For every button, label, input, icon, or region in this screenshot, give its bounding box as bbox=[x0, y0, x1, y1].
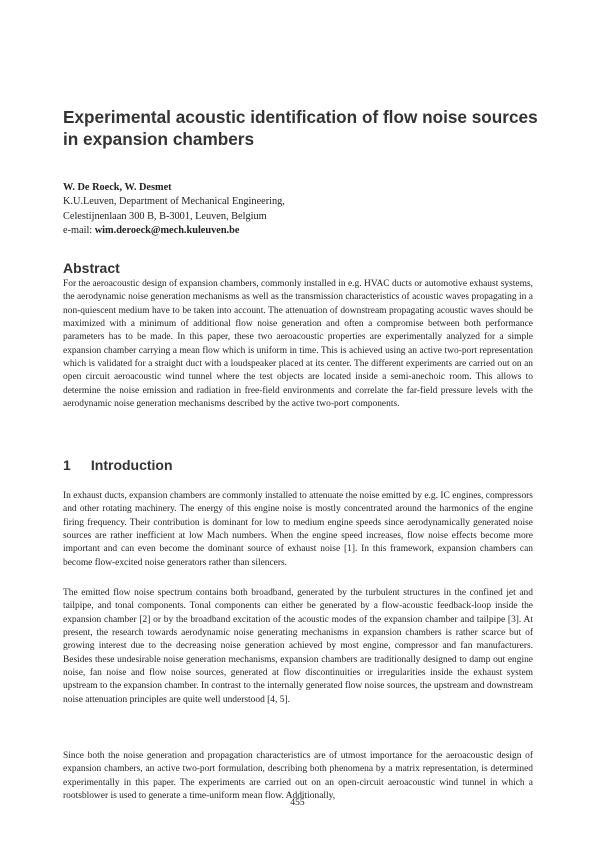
abstract-heading: Abstract bbox=[63, 260, 120, 276]
affiliation-line-2: Celestijnenlaan 300 B, B-3001, Leuven, Belgium bbox=[63, 210, 267, 222]
email-address[interactable]: wim.deroeck@mech.kuleuven.be bbox=[94, 224, 240, 236]
intro-paragraph-3: Since both the noise generation and propagation characteristics are of utmost importance for the aeroacoustic design of expansion chambers, an active two-port formulation, describing both phenomena by a matrix representation, is determined experimentally in this paper. The experiments are carried out on an open-circuit aeroacoustic wind tunnel in which a rootsblower is used to generate a time-uniform mean flow. Additionally, bbox=[63, 751, 533, 801]
email-line bbox=[63, 224, 533, 238]
author-names: W. De Roeck, W. Desmet bbox=[63, 182, 172, 193]
paper-title: Experimental acoustic identification of flow noise sources in expansion chambers bbox=[63, 107, 538, 149]
email-label: e-mail: bbox=[63, 224, 93, 236]
author-block bbox=[63, 181, 533, 238]
page-number: 455 bbox=[290, 798, 305, 808]
section-heading-introduction bbox=[63, 457, 173, 473]
intro-paragraph-1: In exhaust ducts, expansion chambers are commonly installed to attenuate the noise emitted by e.g. IC engines, compressors and other rotating machinery. The energy of this engine noise is mostly concentrated around the harmonics of the engine firing frequency. Their contribution is dominant for low to medium engine speeds since aerodynamically generated noise sources are rather inefficient at low Mach numbers. When the engine speed increases, flow noise effects become more important and can even become the dominant source of exhaust noise [1]. In this framework, expansion chambers can become flow-excited noise generators rather than silencers. bbox=[63, 491, 533, 568]
section-title: Introduction bbox=[90, 457, 173, 473]
abstract-text: For the aeroacoustic design of expansion chambers, commonly installed in e.g. HVAC ducts or automotive exhaust systems, the aerodynamic noise generation mechanisms as well as the transmission characteristics of acoustic waves propagating in a non-quiescent medium have to be taken into account. The attenuation of downstream propagating acoustic waves should be maximized with a minimum of additional flow noise generation and often a compromise between both performance parameters has to be made. In this paper, these two aeroacoustic properties are experimentally analyzed for a simple expansion chamber carrying a mean flow which is uniform in time. This is achieved using an active two-port representation which is validated for a straight duct with a loudspeaker placed at its center. The different experiments are carried out on an open circuit aeroacoustic wind tunnel where the test objects are located inside a semi-anechoic room. This allows to determine the noise emission and radiation in free-field environments and correlate the far-field pressure levels with the aerodynamic noise generation mechanisms described by the active two-port components. bbox=[63, 279, 533, 409]
intro-paragraph-2: The emitted flow noise spectrum contains both broadband, generated by the turbulent structures in the confined jet and tailpipe, and tonal components. Tonal components can either be generated by a flow-acoustic feedback-loop inside the expansion chamber [2] or by the broadband excitation of the acoustic modes of the expansion chamber and tailpipe [3]. At present, the research towards aerodynamic noise generating mechanisms in expansion chambers is rather scarce but of growing interest due to the decreasing noise generation achieved by most engine, compressor and fan manufacturers. Besides these undesirable noise generation mechanisms, expansion chambers are traditionally designed to damp out engine noise, fan noise and flow noise sources, generated at flow discontinuities or irregularities inside the exhaust system upstream to the expansion chamber. In contrast to the internally generated flow noise sources, the upstream and downstream noise attenuation principles are quite well understood [4, 5]. bbox=[63, 588, 533, 705]
section-number: 1 bbox=[63, 457, 71, 473]
affiliation-line-1: K.U.Leuven, Department of Mechanical Engineering, bbox=[63, 196, 285, 208]
